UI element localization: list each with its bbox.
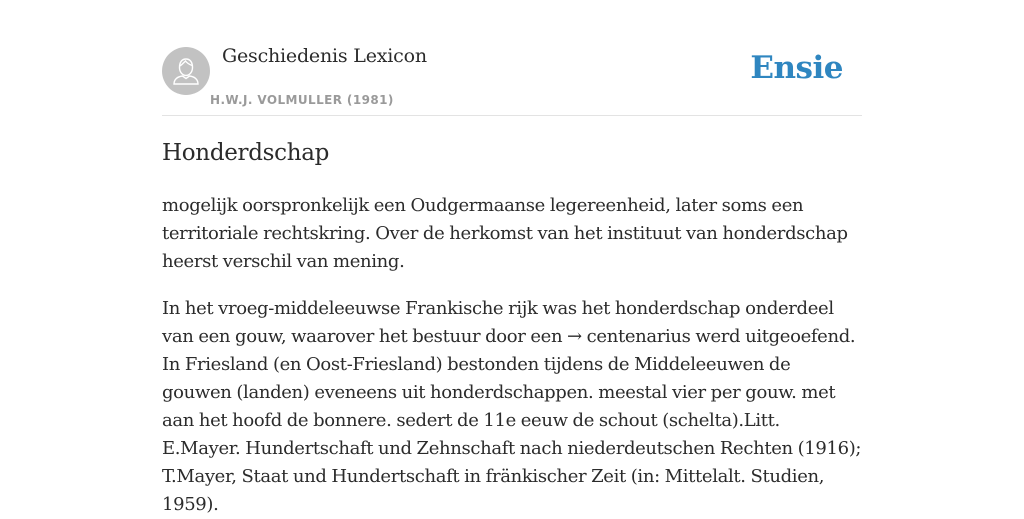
source-header <box>162 0 862 116</box>
brand-logo[interactable]: Ensie <box>750 50 843 86</box>
user-icon <box>162 47 210 95</box>
entry-paragraph: In het vroeg-middeleeuwse Frankische rijk was het honderdschap onderdeel van een gouw, waarover het bestuur door een → centenarius werd uitgeoefend. In Friesland (en Oost-Friesland) bestonden tijdens de Middeleeuwen de gouwen (landen) eveneens uit honderdschappen. meestal vier per gouw. met aan het hoofd de bonnere. sedert de 11e eeuw de schout (schelta).Litt. E.Mayer. Hundertschaft und Zehnschaft nach niederdeutschen Rechten (1916); T.Mayer, Staat und Hundertschaft in fränkischer Zeit (in: Mittelalt. Studien, 1959). <box>162 298 862 515</box>
entry-paragraph: mogelijk oorspronkelijk een Oudgermaanse legereenheid, later soms een territoriale rechtskring. Over de herkomst van het instituut van honderdschap heerst verschil van mening. <box>162 195 848 272</box>
source-title[interactable]: Geschiedenis Lexicon <box>222 45 427 67</box>
avatar[interactable] <box>162 47 210 95</box>
article-page <box>162 0 862 515</box>
source-author[interactable]: H.W.J. VOLMULLER (1981) <box>210 93 394 107</box>
entry-title: Honderdschap <box>162 140 330 166</box>
